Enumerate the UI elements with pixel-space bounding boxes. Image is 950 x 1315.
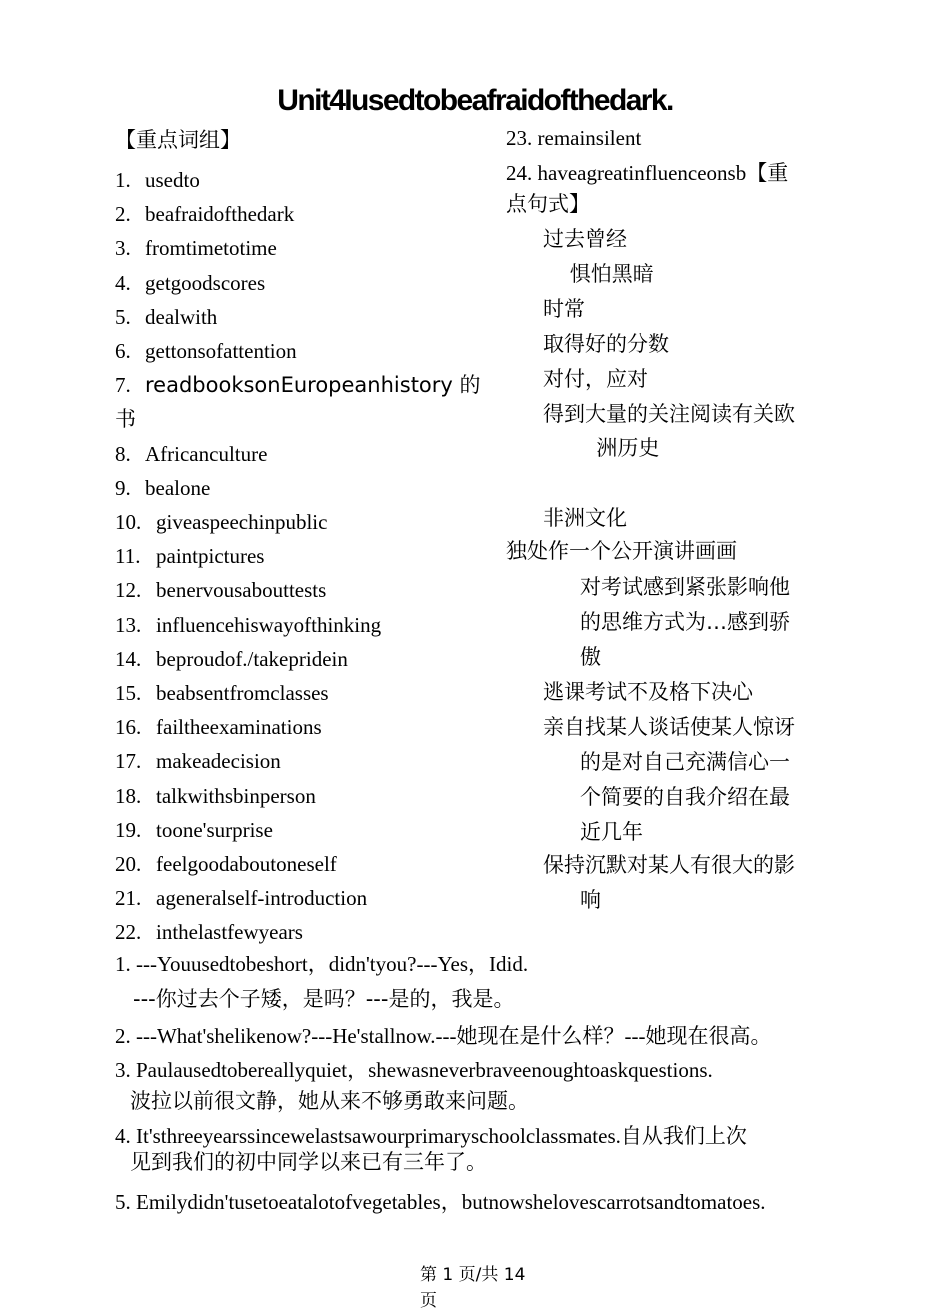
vocab-item [115,471,495,505]
page-number-line1: 第 1 页/共 14 [420,1265,526,1285]
vocab-item-text: giveaspeechinpublic [156,510,328,535]
vocab-item-number: 2. [115,202,131,227]
translations-block-d [580,745,790,850]
translation-line: 亲自找某人谈话使某人惊讶 [543,714,795,739]
translation-line: 洲历史 [543,436,660,461]
vocab-item [115,266,495,300]
vocab-item [115,779,495,813]
vocab-item-text: Africanculture [145,441,268,466]
vocab-item [115,163,495,197]
vocab-item-number: 6. [115,339,131,364]
sentence-4-en: 4. It'sthreeyearssincewelastsawourprimaryschoolclassmates.自从我们上次 [115,1124,747,1148]
vocab-item-number: 3. [115,236,131,261]
page-title: Unit4Iusedtobeafraidofthedark. [277,84,673,117]
vocab-item-number: 15. [115,681,142,706]
vocab-item-text: toone'surprise [156,817,273,842]
translation-line: 惧怕黑暗 [543,261,654,286]
translation-line: 对付，应对 [543,366,648,391]
translation-line: 非洲文化 [543,506,627,531]
vocab-item-number: 11. [115,544,141,569]
vocab-item-text: makeadecision [156,749,281,774]
vocab-item-number: 4. [115,270,131,295]
sentence-1-en: 1. ---Youusedtobeshort，didn'tyou?---Yes，Idid. [115,952,529,976]
phrase-item-24: 24. haveagreatinfluenceonsb【重 [506,161,789,185]
vocab-item-text: gettonsofattention [145,339,297,364]
vocab-item [115,608,495,642]
vocab-item-number: 1. [115,168,131,192]
vocab-item [115,300,495,334]
vocab-item-number: 17. [115,749,142,774]
translation-line: 逃课考试不及格下决心 [543,680,753,704]
sentence-4-zh: 见到我们的初中同学以来已有三年了。 [130,1150,487,1174]
vocab-item-number: 16. [115,715,142,740]
vocab-item [115,915,495,949]
vocab-item-number: 18. [115,783,142,808]
translation-line: 的思维方式为…感到骄 [580,609,790,634]
translation-line: 过去曾经 [543,227,627,251]
page-number-line2: 页 [420,1291,437,1311]
translation-line: 傲 [580,644,601,669]
translation-line: 取得好的分数 [543,331,669,356]
vocab-item [115,710,495,744]
vocab-item [115,642,495,676]
vocab-item-text: ageneralself-introduction [156,886,368,911]
vocab-item-text: influencehiswayofthinking [156,612,382,637]
vocab-item-text: fromtimetotime [145,236,277,261]
sentence-1-zh: ---你过去个子矮，是吗？---是的，我是。 [133,987,515,1011]
vocab-item-text: beabsentfromclasses [156,681,329,706]
translation-line [543,466,795,501]
vocab-item [115,402,495,436]
key-phrases-heading: 【重点词组】 [115,128,241,152]
vocab-item-text: bealone [145,475,211,500]
vocab-item [115,437,495,471]
translation-line: 对考试感到紧张影响他 [580,575,790,599]
translations-block-c [543,675,795,745]
translation-line: 时常 [543,296,585,321]
vocab-item-number: 10. [115,510,142,535]
phrase-item-23: 23. remainsilent [506,126,642,150]
vocab-item-number: 5. [115,304,131,329]
sentence-3-zh: 波拉以前很文静，她从来不够勇敢来问题。 [130,1089,529,1113]
vocab-item [115,676,495,710]
vocab-item-text: readbooksonEuropeanhistory 的 [145,373,481,398]
vocab-item [115,368,495,402]
translation-line: 的是对自己充满信心一 [580,750,790,774]
translation-line: 近几年 [580,819,643,844]
vocab-item [115,539,495,573]
sentence-5-en: 5. Emilydidn'tusetoeatalotofvegetables，butnowshelovescarrotsandtomatoes. [115,1190,766,1214]
vocab-item-text: feelgoodaboutoneself [156,852,337,877]
sentence-3-en: 3. Paulausedtobereallyquiet，shewasneverbraveenoughtoaskquestions. [115,1058,713,1082]
vocab-list [115,163,495,950]
page-footer [420,1262,525,1314]
vocab-item-text: dealwith [145,304,218,329]
vocab-item [115,231,495,265]
vocab-item-number: 12. [115,578,142,603]
sentence-2-en: 2. ---What'shelikenow?---He'stallnow.---她现在是什么样？---她现在很高。 [115,1024,772,1048]
translations-block-a [543,222,795,536]
translation-line-e: 保持沉默对某人有很大的影 [543,853,795,877]
vocab-item [115,505,495,539]
vocab-item-text: usedto [145,168,200,192]
vocab-item-number: 21. [115,886,142,911]
vocab-item [115,881,495,915]
vocab-item-number: 7. [115,373,131,398]
vocab-item-number: 9. [115,475,131,500]
vocab-item [115,813,495,847]
vocab-item-text: talkwithsbinperson [156,783,316,808]
translation-line: 个简要的自我介绍在最 [580,784,790,809]
vocab-item-text: beproudof./takepridein [156,646,348,671]
vocab-item-text: getgoodscores [145,270,266,295]
vocab-item [115,573,495,607]
vocab-item [115,744,495,778]
vocab-item-number: 8. [115,441,131,466]
vocab-item-text: benervousabouttests [156,578,327,603]
vocab-item-text: paintpictures [156,544,265,569]
vocab-item [115,197,495,231]
vocab-item-text: 书 [115,407,136,432]
translation-line-f: 响 [580,888,601,912]
key-sentences-heading: 点句式】 [506,192,590,216]
vocab-item-number: 13. [115,612,142,637]
vocab-item-number: 19. [115,817,142,842]
vocab-item-text: beafraidofthedark [145,202,295,227]
translations-block-b [580,570,790,675]
vocab-item [115,847,495,881]
translation-line-outdent: 独处作一个公开演讲画画 [506,539,737,563]
vocab-item-text: failtheexaminations [156,715,322,740]
vocab-item-number: 22. [115,920,142,945]
vocab-item-number: 20. [115,852,142,877]
vocab-item-text: inthelastfewyears [156,920,303,945]
vocab-item [115,334,495,368]
translation-line: 得到大量的关注阅读有关欧 [543,401,795,426]
vocab-item-number: 14. [115,646,142,671]
